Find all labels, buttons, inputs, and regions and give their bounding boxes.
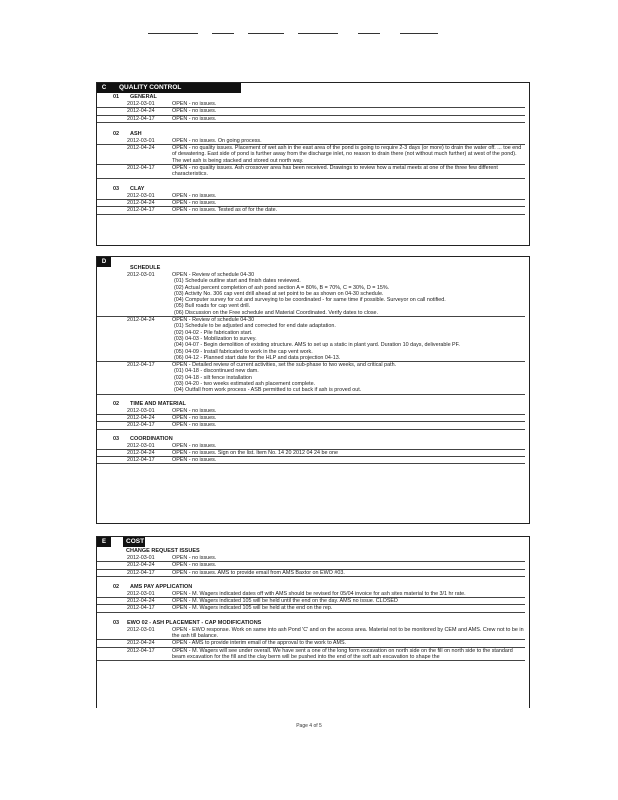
- log-row: [97, 116, 525, 123]
- header-rule: [298, 33, 338, 34]
- entry-date: 2012-03-01: [127, 555, 155, 561]
- log-row: [97, 165, 525, 179]
- entry-subitem: (04) Computer survey for cut and surveying to be coordinated - for same time if possible. Surveyor on call notified.: [174, 297, 446, 304]
- entry-text: OPEN - no issues.: [172, 108, 217, 115]
- entry-text: OPEN - M. Wagers indicated 105 will be held until the end on the day. AMS no issue. CLOSED: [172, 598, 398, 605]
- log-row: [97, 200, 525, 207]
- group-title: SCHEDULE: [130, 265, 161, 271]
- log-row: [97, 648, 525, 662]
- entry-date: 2012-04-17: [127, 207, 155, 214]
- entry-date: 2012-03-01: [127, 442, 155, 449]
- entry-date: 2012-04-17: [127, 605, 155, 612]
- entry-subitem: (03) 04-03 - Mobilization to survey.: [174, 335, 257, 342]
- log-row: [97, 415, 525, 422]
- group-ams-pay-application: [97, 584, 529, 613]
- entry-text: OPEN - no issues. On going process.: [172, 137, 262, 144]
- log-row: [97, 605, 525, 612]
- entry-date: 2012-04-24: [127, 414, 155, 421]
- entry-subitem: (06) Discussion on the Free schedule and Material Coordinated. Verify dates to close.: [97, 310, 525, 317]
- group-title: GENERAL: [130, 94, 157, 100]
- entry-date: 2012-03-01: [127, 407, 155, 414]
- log-row: [97, 457, 525, 464]
- log-row: [97, 408, 525, 415]
- entry-text: OPEN - no issues. AMS to provide email from AMS Baxtor on EWO #03.: [172, 569, 345, 576]
- group-coordination: [97, 436, 529, 465]
- entry-text: OPEN - no issues.: [172, 442, 217, 449]
- entry-date: 2012-04-17: [127, 569, 155, 576]
- entry-date: 2012-04-24: [127, 449, 155, 456]
- entry-text: OPEN - no quality issues. Ash crossover area has been received. Drawings to review how a metal meets at one of the three few different characteristics.: [172, 165, 498, 178]
- entry-text: OPEN - no issues.: [172, 407, 217, 414]
- entry-date: 2012-04-17: [127, 115, 155, 122]
- entry-subitem: (04) Outfall from work process - ASB permitted to cut back if ash is proved out.: [97, 387, 525, 394]
- entry-text: OPEN - no issues.: [172, 422, 217, 429]
- entry-date: 2012-04-24: [127, 317, 155, 324]
- log-row: [97, 145, 525, 165]
- entry-subitem: (04) 04-07 - Begin demolition of existing structure. AMS to set up a static in plant yard. Duration 10 days, deliverable PF.: [174, 342, 460, 349]
- section-title: QUALITY CONTROL: [111, 83, 241, 93]
- group-title: AMS PAY APPLICATION: [130, 583, 193, 590]
- entry-date: 2012-04-24: [127, 199, 155, 206]
- entry-date: 2012-03-01: [127, 272, 155, 278]
- log-row: [97, 362, 525, 368]
- entry-date: 2012-04-24: [127, 640, 155, 647]
- entry-date: 2012-03-01: [127, 192, 155, 199]
- entry-text: OPEN - M. Wagers will see under overall. We have sent a one of the long form excavation on north side on the fill on north side to the standard beam excavation for the fill and the clay berm will be pushed into the end of the soft ash excavation to shape the: [172, 647, 513, 660]
- entry-subitem: (02) Actual percent completion of ash pond section A = 80%, B = 70%, C = 30%, D = 15%.: [174, 284, 390, 291]
- entry-subitem: (01) Schedule to be adjusted and corrected for end date adaptation.: [174, 323, 336, 330]
- group-ewo-02: [97, 620, 529, 661]
- entry-subitem: (03) Activity No. 306 cap vent drill ahead at set point to be as shown on 04-30 schedule.: [174, 290, 384, 297]
- entry-date: 2012-04-17: [127, 457, 155, 464]
- entry-subitem: (01) Schedule outline start and finish dates reviewed.: [174, 278, 301, 285]
- entry-text: OPEN - no issues.: [172, 115, 217, 122]
- entry-text: OPEN - no issues.: [172, 555, 217, 561]
- log-row: [97, 443, 525, 450]
- group-number: 03: [113, 619, 120, 626]
- group-title: TIME AND MATERIAL: [130, 400, 186, 407]
- group-schedule: [97, 265, 529, 395]
- entry-text: OPEN - no issues.: [172, 101, 217, 107]
- entry-subitem: (01) 04-18 - discontinued new dam.: [174, 368, 259, 375]
- section-schedule: [96, 256, 530, 524]
- log-row: [97, 598, 525, 605]
- section-number: D: [97, 257, 111, 267]
- log-row: [97, 101, 525, 108]
- group-time-and-material: [97, 401, 529, 430]
- log-row: [97, 591, 525, 598]
- page-number: Page 4 of 5: [296, 723, 322, 729]
- header-underlines: [148, 33, 438, 34]
- entry-date: 2012-04-17: [127, 647, 155, 654]
- log-row: [97, 207, 525, 214]
- section-quality-control: [96, 82, 530, 246]
- entry-text: OPEN - no issues.: [172, 562, 217, 569]
- entry-text: OPEN - Review of schedule 04-30: [172, 272, 255, 278]
- log-row: [97, 570, 525, 577]
- entry-date: 2012-04-24: [127, 145, 155, 152]
- group-title: CLAY: [130, 185, 145, 192]
- log-row: [97, 562, 525, 569]
- entry-subitem: (03) 04-20 - two weeks estimated ash placement complete.: [174, 381, 316, 388]
- group-title: CHANGE REQUEST ISSUES: [126, 548, 200, 554]
- group-title: ASH: [130, 130, 142, 137]
- entry-text: OPEN - Detailed review of current activities, set the sub-phase to two weeks, and critical path.: [172, 362, 397, 369]
- log-row: [97, 193, 525, 200]
- entry-text: OPEN - no issues.: [172, 457, 217, 464]
- group-number: 02: [113, 583, 120, 590]
- header-rule: [358, 33, 380, 34]
- entry-text: OPEN - M. Wagers indicated dates off with AMS should be revised for 05/04 invoice for ash sites material to the 3/1 hr rate.: [172, 590, 466, 597]
- section-number: C: [97, 83, 111, 93]
- group-number: 03: [113, 435, 120, 442]
- entry-date: 2012-04-17: [127, 362, 155, 369]
- entry-subitem: (05) Bull roads for cap vent drill.: [174, 303, 251, 310]
- entry-date: 2012-04-24: [127, 598, 155, 605]
- entry-text: OPEN - no quality issues. Placement of wet ash in the east area of the pond is going to require 2-3 days (or more) to drain the water off. ... toe end of dewatering. East side of pond is further away from the discharge inlet, no reason to drain there (not without much further) at west of the pond). The wet ash is being stacked and stored out north way.: [172, 145, 522, 164]
- entry-text: OPEN - AMS to provide interim email of the approval to the work to AMS.: [172, 640, 347, 647]
- group-number: 01: [113, 94, 120, 100]
- log-row: [97, 555, 525, 562]
- entry-subitem: (02) 04-18 - silt fence installation: [174, 374, 252, 381]
- log-row: [97, 108, 525, 115]
- entry-text: OPEN - no issues.: [172, 192, 217, 199]
- group-number: 03: [113, 185, 120, 192]
- entry-date: 2012-04-17: [127, 165, 155, 172]
- log-row: [97, 640, 525, 647]
- entry-date: 2012-04-24: [127, 562, 155, 569]
- group-number: 02: [113, 130, 120, 137]
- group-general: [97, 94, 529, 123]
- group-change-requests: [97, 548, 529, 577]
- entry-text: OPEN - EWO response. Work on same into ash Pond 'C' and on the access area. Material not to be monitored by CEM and AMS. Crew not to be in the ash till balance.: [172, 626, 524, 640]
- entry-date: 2012-03-01: [127, 626, 155, 633]
- log-row: [97, 422, 525, 429]
- entry-text: OPEN - no issues.: [172, 414, 217, 421]
- header-rule: [212, 33, 234, 34]
- entry-subitem: (06) 04-12 - Planned start date for the HLP and data projection 04-13.: [97, 355, 525, 362]
- section-cost: [96, 536, 530, 708]
- group-clay: [97, 186, 529, 215]
- entry-subitem: (05) 04-09 - Install fabricated to work in the cap vent work.: [174, 348, 313, 355]
- entry-text: OPEN - no issues. Sign on the list. Item No. 14 20 2012 04 24 be one: [172, 449, 339, 456]
- section-title: COST: [123, 537, 145, 547]
- entry-text: OPEN - M. Wagers indicated 105 will be held at the end on the rep.: [172, 605, 333, 612]
- group-number: 02: [113, 400, 120, 407]
- entry-text: OPEN - no issues. Tested as of for the date.: [172, 207, 278, 214]
- log-row: [97, 272, 525, 278]
- entry-date: 2012-04-24: [127, 108, 155, 115]
- entry-date: 2012-03-01: [127, 590, 155, 597]
- header-rule: [400, 33, 438, 34]
- log-row: [97, 138, 525, 145]
- header-rule: [148, 33, 198, 34]
- section-number: E: [97, 537, 111, 547]
- group-title: COORDINATION: [130, 435, 173, 442]
- log-row: [97, 627, 525, 641]
- group-title: EWO 02 - ASH PLACEMENT - CAP MODIFICATIONS: [127, 619, 262, 626]
- entry-subitem: (02) 04-02 - Pile fabrication start.: [174, 329, 253, 336]
- log-row: [97, 450, 525, 457]
- header-rule: [248, 33, 284, 34]
- entry-date: 2012-04-17: [127, 422, 155, 429]
- group-ash: [97, 131, 529, 179]
- entry-date: 2012-03-01: [127, 137, 155, 144]
- entry-date: 2012-03-01: [127, 101, 155, 107]
- entry-text: OPEN - no issues.: [172, 199, 217, 206]
- entry-text: OPEN - Review of schedule 04-30: [172, 317, 255, 324]
